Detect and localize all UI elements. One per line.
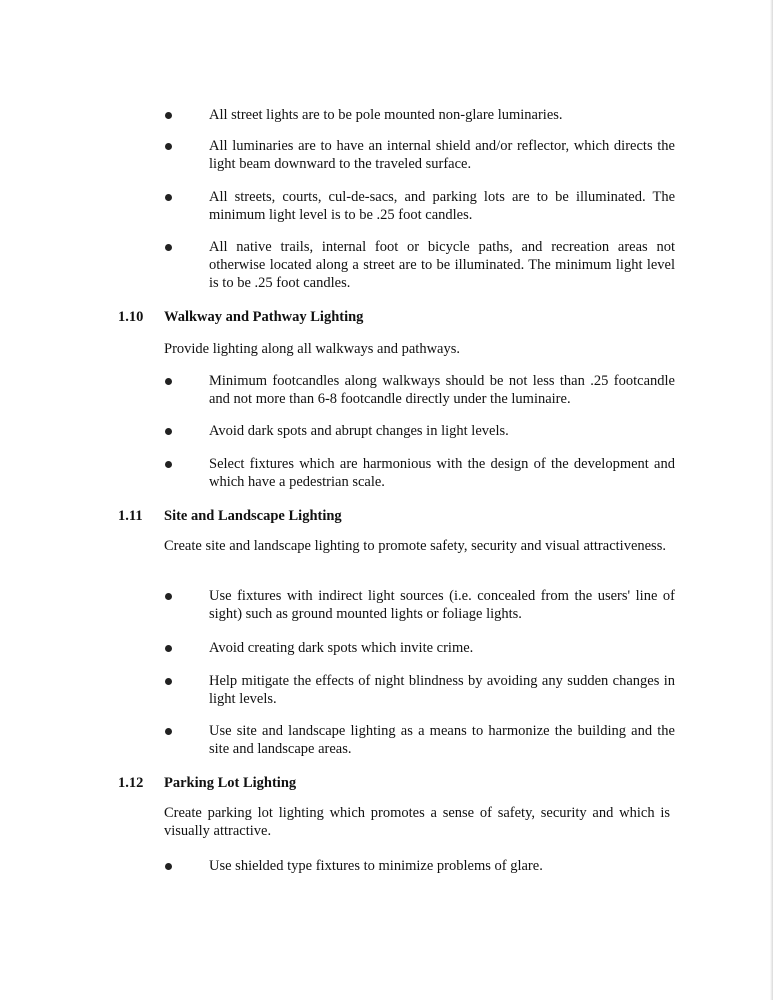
bullet-icon [165, 428, 172, 435]
section-number: 1.12 [118, 775, 144, 791]
section-title: Site and Landscape Lighting [164, 508, 342, 524]
bullet-icon [165, 678, 172, 685]
bullet-icon [165, 378, 172, 385]
section-number: 1.11 [118, 508, 143, 524]
list-item-text: Use site and landscape lighting as a means to harmonize the building and the site and landscape areas. [209, 723, 675, 757]
section-heading [118, 774, 296, 792]
bullet-icon [165, 112, 172, 119]
section-heading [118, 308, 363, 326]
bullet-icon [165, 645, 172, 652]
list-item-text: Help mitigate the effects of night blindness by avoiding any sudden changes in light levels. [209, 673, 675, 707]
list-item-text: All native trails, internal foot or bicycle paths, and recreation areas not otherwise located along a street are to be illuminated. The minimum light level is to be .25 foot candles. [209, 239, 675, 291]
bullet-icon [165, 143, 172, 150]
section-intro: Provide lighting along all walkways and pathways. [164, 341, 460, 357]
bullet-icon [165, 863, 172, 870]
list-item-text: All streets, courts, cul-de-sacs, and parking lots are to be illuminated. The minimum light level is to be .25 foot candles. [209, 189, 675, 223]
bullet-icon [165, 593, 172, 600]
list-item-text: All street lights are to be pole mounted non-glare luminaries. [209, 107, 563, 123]
bullet-icon [165, 244, 172, 251]
section-title: Parking Lot Lighting [164, 775, 297, 791]
section-title: Walkway and Pathway Lighting [164, 309, 364, 325]
bullet-icon [165, 728, 172, 735]
list-item-text: Avoid creating dark spots which invite crime. [209, 640, 474, 656]
bullet-icon [165, 194, 172, 201]
section-intro: Create site and landscape lighting to promote safety, security and visual attractiveness. [164, 538, 666, 554]
bullet-icon [165, 461, 172, 468]
list-item-text: All luminaries are to have an internal shield and/or reflector, which directs the light beam downward to the traveled surface. [209, 138, 675, 172]
list-item-text: Use fixtures with indirect light sources (i.e. concealed from the users' line of sight) such as ground mounted lights or foliage lights. [209, 588, 675, 622]
section-heading [118, 507, 342, 525]
list-item-text: Avoid dark spots and abrupt changes in light levels. [209, 423, 509, 439]
section-number: 1.10 [118, 309, 144, 325]
list-item-text: Select fixtures which are harmonious with the design of the development and which have a pedestrian scale. [209, 456, 675, 490]
section-intro: Create parking lot lighting which promotes a sense of safety, security and which is visually attractive. [164, 805, 670, 839]
list-item-text: Minimum footcandles along walkways should be not less than .25 footcandle and not more than 6-8 footcandle directly under the luminaire. [209, 373, 675, 407]
list-item-text: Use shielded type fixtures to minimize problems of glare. [209, 858, 543, 874]
